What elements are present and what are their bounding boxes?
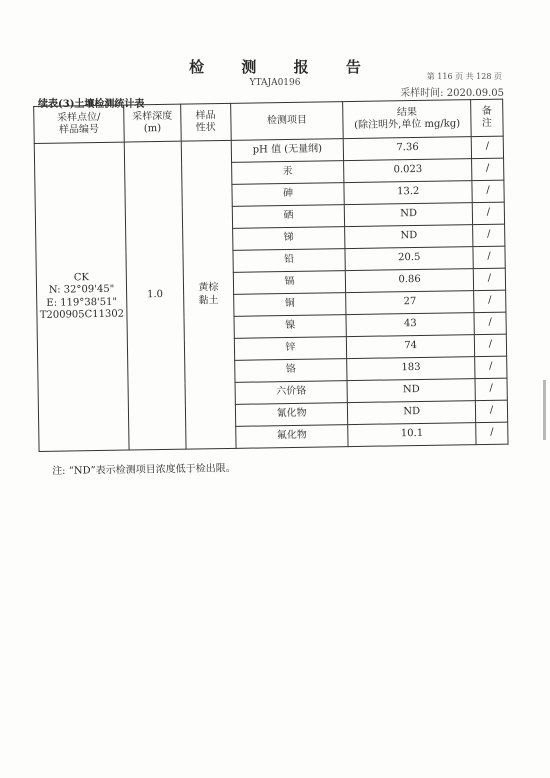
item-cell: 锑 xyxy=(232,227,345,251)
footnote: 注: “ND”表示检测项目浓度低于检出限。 xyxy=(52,463,236,477)
sample-date: 采样时间: 2020.09.05 xyxy=(400,88,504,99)
item-cell: 镉 xyxy=(233,271,346,295)
result-cell: 27 xyxy=(346,291,474,315)
item-cell: 六价铬 xyxy=(235,381,348,405)
result-cell: ND xyxy=(345,203,473,227)
remark-cell: / xyxy=(475,378,507,400)
header-depth: 采样深度 (m) xyxy=(124,104,181,142)
remark-cell: / xyxy=(473,268,505,290)
remark-cell: / xyxy=(472,158,504,180)
header-nature: 样品 性状 xyxy=(180,103,230,141)
item-cell: 硒 xyxy=(232,205,345,229)
item-cell: 铅 xyxy=(233,249,346,273)
result-cell: 0.86 xyxy=(346,269,474,293)
header-item: 检测项目 xyxy=(230,102,343,141)
remark-cell: / xyxy=(472,180,504,202)
sample-depth-cell: 1.0 xyxy=(124,141,186,450)
item-cell: 汞 xyxy=(231,161,344,185)
result-cell: ND xyxy=(347,379,475,403)
result-cell: 20.5 xyxy=(345,247,473,271)
remark-cell: / xyxy=(473,246,505,268)
item-cell: pH 值 (无量纲) xyxy=(231,139,344,163)
result-cell: 7.36 xyxy=(344,137,472,161)
results-table xyxy=(33,99,508,452)
item-cell: 锌 xyxy=(234,337,347,361)
remark-cell: / xyxy=(475,400,507,422)
header-remark: 备 注 xyxy=(471,99,504,136)
item-cell: 铬 xyxy=(234,359,347,383)
remark-cell: / xyxy=(472,202,504,224)
result-cell: 10.1 xyxy=(348,423,476,447)
remark-cell: / xyxy=(473,224,505,246)
page-info: 第 116 页 共 128 页 xyxy=(426,72,502,81)
remark-cell: / xyxy=(474,334,506,356)
report-title: 检 测 报 告 xyxy=(189,58,377,76)
sample-point-cell: CK N: 32°09'45" E: 119°38'51" T200905C11302 xyxy=(34,142,129,451)
scan-edge-mark xyxy=(543,380,546,440)
result-cell: 183 xyxy=(347,357,475,381)
item-cell: 镍 xyxy=(234,315,347,339)
table-title: 续表(3)土壤检测统计表 xyxy=(38,99,145,110)
result-cell: 13.2 xyxy=(344,181,472,205)
item-cell: 砷 xyxy=(232,183,345,207)
remark-cell: / xyxy=(474,312,506,334)
sample-nature-cell: 黄棕 黏土 xyxy=(181,140,236,449)
remark-cell: / xyxy=(471,136,503,158)
result-cell: 43 xyxy=(346,313,474,337)
report-code: YTAJA0196 xyxy=(249,78,301,88)
result-cell: 0.023 xyxy=(344,159,472,183)
remark-cell: / xyxy=(474,290,506,312)
item-cell: 氟化物 xyxy=(235,425,348,449)
remark-cell: / xyxy=(475,356,507,378)
header-result: 结果 (除注明外,单位 mg/kg) xyxy=(343,100,471,139)
result-cell: ND xyxy=(345,225,473,249)
result-cell: 74 xyxy=(347,335,475,359)
header-point: 采样点位/ 样品编号 xyxy=(34,105,125,143)
item-cell: 铜 xyxy=(233,293,346,317)
remark-cell: / xyxy=(476,422,508,444)
result-cell: ND xyxy=(348,401,476,425)
item-cell: 氰化物 xyxy=(235,403,348,427)
